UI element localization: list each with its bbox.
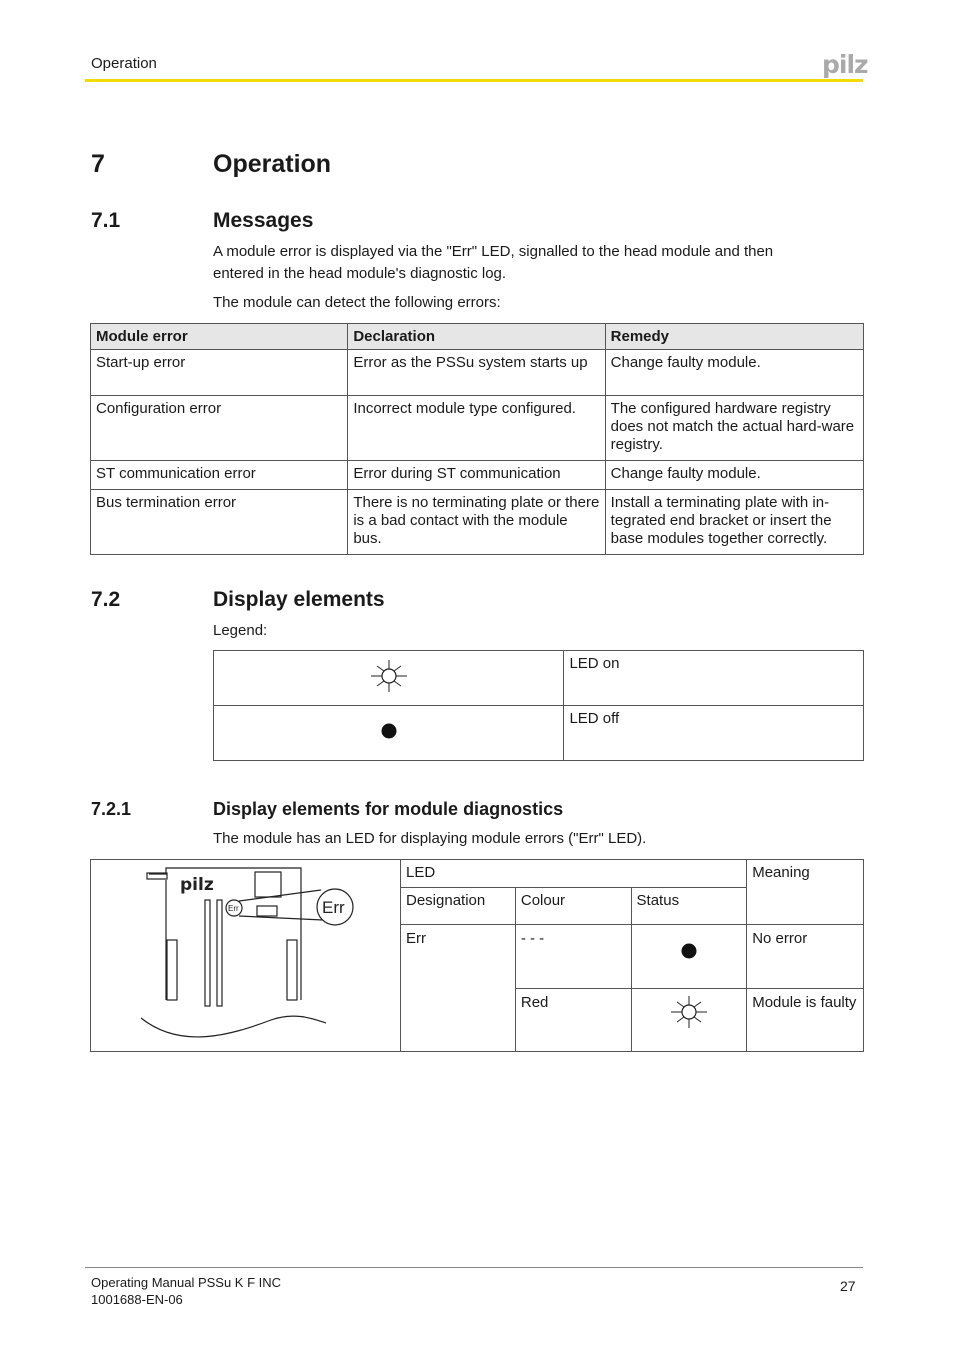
col-header: Declaration (348, 324, 605, 350)
designation-header: Designation (401, 888, 516, 925)
meaning-cell: No error (747, 925, 864, 989)
module-drawing (91, 860, 401, 1051)
led-header: LED (401, 860, 747, 888)
table-row (91, 461, 864, 490)
status-cell (631, 989, 747, 1052)
errors-table (90, 323, 864, 555)
table-row (91, 350, 864, 396)
legend-icon-cell (214, 651, 564, 706)
col-header: Remedy (605, 324, 863, 350)
chapter-title: Operation (213, 150, 332, 178)
table-cell: The configured hardware registry does not match the actual hard-ware registry. (605, 396, 863, 461)
led-table-header (401, 860, 864, 888)
table-cell: ST communication error (91, 461, 348, 490)
chapter-number: 7 (91, 150, 105, 178)
table-cell: Configuration error (91, 396, 348, 461)
table-row (401, 925, 864, 989)
section-title-messages: Messages (213, 209, 314, 232)
table-row (91, 490, 864, 555)
figure-callout-err: Err (322, 898, 345, 917)
legend-icon-cell (214, 706, 564, 761)
page-number: 27 (840, 1278, 856, 1294)
table-cell: There is no terminating plate or there is a bad contact with the module bus. (348, 490, 605, 555)
col-header: Module error (91, 324, 348, 350)
module-figure (90, 859, 401, 1052)
header-rule (85, 79, 863, 82)
led-on-icon (369, 658, 409, 694)
legend-row (214, 706, 864, 761)
colour-header: Colour (515, 888, 631, 925)
running-header: Operation (91, 55, 157, 72)
section-title-module-diagnostics: Display elements for module diagnostics (213, 799, 564, 819)
designation-cell: Err (401, 925, 516, 1052)
section-number-7-1: 7.1 (91, 209, 121, 232)
meaning-cell: Module is faulty (747, 989, 864, 1052)
diagnostics-paragraph: The module has an LED for displaying module errors ("Err" LED). (213, 830, 647, 847)
footer-rule (85, 1267, 863, 1268)
table-row (91, 396, 864, 461)
messages-intro: The module can detect the following errors: (213, 294, 501, 311)
messages-paragraph: A module error is displayed via the "Err" LED, signalled to the head module and then entered in the head module's diagnostic log. (213, 243, 774, 282)
legend-label: Legend: (213, 622, 268, 639)
led-off-icon (679, 941, 699, 961)
legend-text: LED off (564, 706, 864, 761)
table-cell: Error as the PSSu system starts up (348, 350, 605, 396)
figure-logo: pilz (180, 875, 214, 895)
section-number-7-2-1: 7.2.1 (91, 799, 132, 819)
status-header: Status (631, 888, 747, 925)
meaning-header: Meaning (747, 860, 864, 925)
footer-text (91, 1274, 281, 1308)
section-title-display-elements: Display elements (213, 588, 385, 611)
led-on-icon (669, 994, 709, 1030)
status-cell (631, 925, 747, 989)
table-cell: Error during ST communication (348, 461, 605, 490)
table-cell: Start-up error (91, 350, 348, 396)
footer-manual-title: Operating Manual PSSu K F INC (91, 1275, 282, 1290)
errors-table-header (91, 324, 864, 350)
colour-cell: Red (515, 989, 631, 1052)
table-cell: Change faulty module. (605, 350, 863, 396)
table-cell: Incorrect module type configured. (348, 396, 605, 461)
section-number-7-2: 7.2 (91, 588, 121, 611)
led-table (400, 859, 864, 1052)
legend-row (214, 651, 864, 706)
legend-text: LED on (564, 651, 864, 706)
figure-small-err: Err (228, 904, 239, 913)
table-cell: Change faulty module. (605, 461, 863, 490)
pilz-logo: pilz (822, 50, 868, 79)
colour-cell: - - - (515, 925, 631, 989)
legend-table (213, 650, 864, 761)
led-off-icon (379, 721, 399, 741)
table-cell: Install a terminating plate with in-tegrated end bracket or insert the base modules together correctly. (605, 490, 863, 555)
footer-doc-number: 1001688-EN-06 (91, 1292, 183, 1307)
table-cell: Bus termination error (91, 490, 348, 555)
